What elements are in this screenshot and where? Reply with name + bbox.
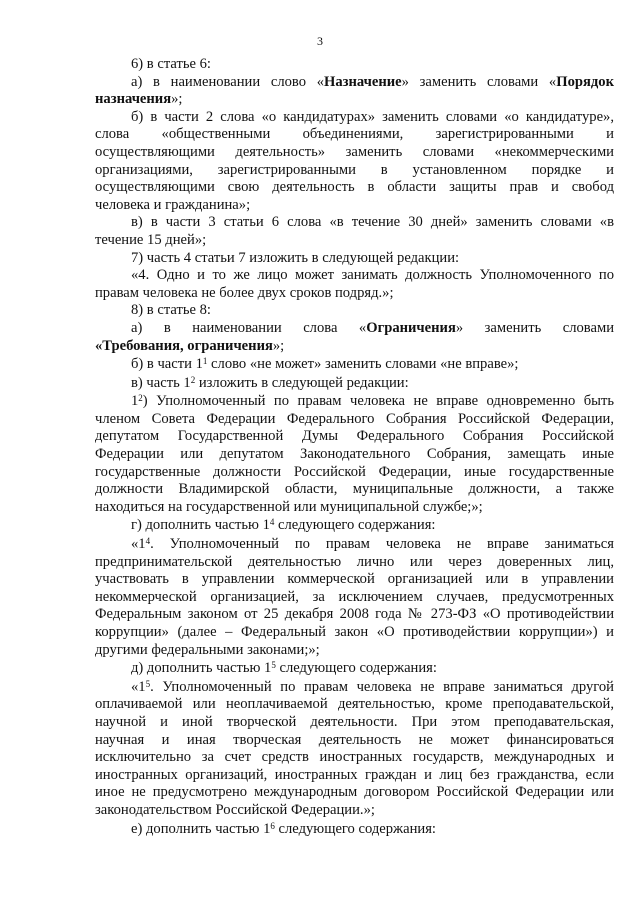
item-8g-quote-line-1: «$1^4$. Уполномоченный по правам человека не вправе заниматься [131,536,614,553]
item-8c-quote-line-2: членом Совета Федерации Федерального Собрания Российской Федерации, [95,410,614,427]
item-7-heading: 7) часть 4 статьи 7 изложить в следующей редакции: [131,249,460,266]
item-6b [95,109,614,215]
item-6a-line-1: а) в наименовании слово «Назначение» заменить словами «Порядок [131,73,614,90]
item-8c-quote-line-5: государственные должности Российской Федерации, иные государственные [95,463,614,480]
item-6b-line-4: организациями, зарегистрированными в установленном порядке и [95,161,614,178]
item-8g-quote-line-2: предпринимательской деятельностью лично или через доверенных лиц, [95,553,614,570]
item-8d-quote-line-5: исключительно за счет средств иностранных государств, международных и [95,749,614,766]
item-6a-line-2: назначения»; [95,91,183,108]
item-8c: в) часть $1^2$ изложить в следующей редакции: [131,374,409,391]
item-8d: д) дополнить частью $1^5$ следующего содержания: [131,660,437,677]
item-7-quote [95,267,614,302]
item-6b-line-6: человека и гражданина»; [95,196,251,213]
item-8g-quote-line-4: некоммерческой организацией, за исключением случаев, предусмотренных [95,588,614,605]
item-8c-quote-line-7: находиться на государственной или муниципальной службе;»; [95,498,483,515]
item-8g-quote-line-7: другими федеральными законами;»; [95,641,320,658]
item-7-quote-line-1: «4. Одно и то же лицо может занимать должность Уполномоченного по [131,267,614,284]
item-8c-quote-line-6: должности Владимирской области, муниципальные должности, а также [95,481,614,498]
page-number: 3 [317,34,323,48]
item-8e: е) дополнить частью $1^6$ следующего содержания: [131,820,436,837]
document-body [95,56,614,838]
item-8-heading: 8) в статье 8: [131,302,211,319]
item-8g-quote-line-5: Федеральным законом от 25 декабря 2008 года № 273-ФЗ «О противодействии [95,606,614,623]
item-8a-line-1: а) в наименовании слова «Ограничения» заменить словами [131,319,615,336]
item-8g: г) дополнить частью $1^4$ следующего содержания: [131,517,436,534]
item-6c [95,214,614,249]
item-8a [95,320,614,355]
item-6b-line-3: осуществляющими деятельность» заменить словами «некоммерческими [95,143,614,160]
item-8d-quote-line-8: законодательством Российской Федерации.»; [95,801,375,818]
item-8b: б) в части $1^1$ слово «не может» заменить словами «не вправе»; [131,356,519,373]
item-8d-quote-line-6: иностранных организаций, иностранных граждан и лиц без гражданства, если [95,766,614,783]
item-6b-line-2: слова «общественными объединениями, зарегистрированными и [95,126,614,143]
item-8g-quote-line-6: коррупции» (далее – Федеральный закон «О противодействии коррупции») и [95,624,614,640]
item-7-quote-line-2: правам человека не более двух сроков подряд.»; [95,284,394,301]
item-8d-quote-line-1: «$1^5$. Уполномоченный по правам человека не вправе заниматься другой [131,678,614,695]
item-8g-quote-line-3: участвовать в управлении коммерческой организацией или в управлении [95,571,614,588]
item-8d-quote-line-3: научной и иной творческой деятельности. При этом преподавательская, [95,713,614,730]
item-6-heading: 6) в статье 6: [131,56,211,72]
item-8d-quote-line-4: научная и иная творческая деятельность не может финансироваться [95,731,614,748]
item-8c-quote [95,393,614,516]
item-8d-quote [95,679,614,820]
item-8a-line-2: «Требования, ограничения»; [95,337,285,354]
item-8d-quote-line-2: оплачиваемой или неоплачиваемой деятельностью, кроме преподавательской, [95,696,614,713]
item-8c-quote-line-3: депутатом Государственной Думы Федерального Собрания Российской [95,428,614,445]
item-6a [95,74,614,109]
item-6c-line-1: в) в части 3 статьи 6 слова «в течение 30 дней» заменить словами «в [131,214,614,231]
item-8c-quote-line-4: Федерации или депутатом Законодательного Собрания, замещать иные [95,446,614,463]
item-6b-line-5: осуществляющими свою деятельность в области защиты прав и свобод [95,179,614,196]
item-8g-quote [95,536,614,659]
item-8c-quote-line-1: $1^2$) Уполномоченный по правам человека не вправе одновременно быть [131,393,614,410]
item-6c-line-2: течение 15 дней»; [95,231,207,248]
item-6b-line-1: б) в части 2 слова «о кандидатурах» заменить словами «о кандидатуре», [131,108,614,125]
item-8d-quote-line-7: иное не предусмотрено международным договором Российской Федерации или [95,784,614,801]
